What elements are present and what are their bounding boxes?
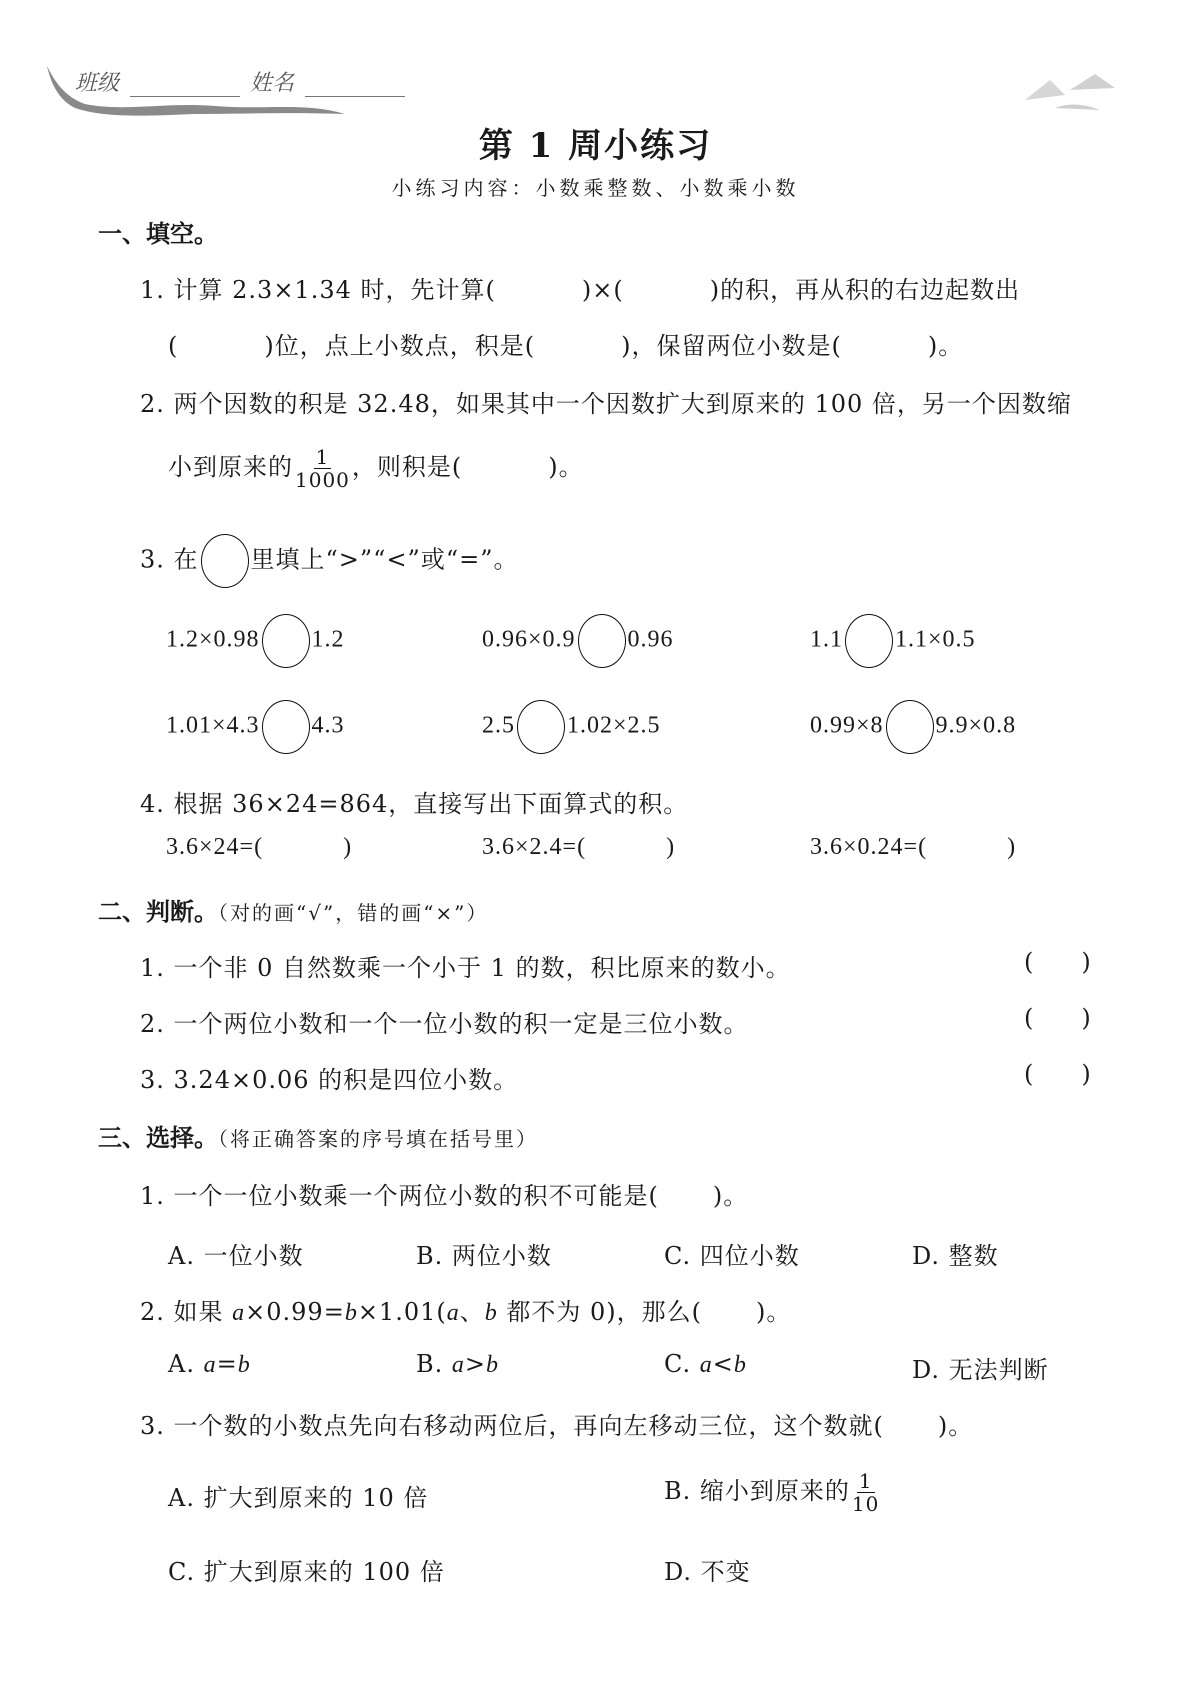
q4-item-2: 3.6×2.4=( ) [482, 834, 676, 860]
compare-item-3: 1.1 1.1×0.5 [810, 614, 976, 668]
judge-answer-2[interactable]: ( ) [1024, 1004, 1091, 1032]
compare-circle[interactable] [886, 700, 934, 754]
s1-q4-prompt: 4. 根据 36×24=864，直接写出下面算式的积。 [140, 790, 689, 818]
s3-q1-option-a: A. 一位小数 [168, 1242, 304, 1270]
judge-item-2: 2. 一个两位小数和一个一位小数的积一定是三位小数。 [140, 1010, 749, 1038]
judge-item-3: 3. 3.24×0.06 的积是四位小数。 [140, 1066, 519, 1094]
s1-q1-line2: ( )位，点上小数点，积是( )，保留两位小数是( )。 [168, 332, 964, 360]
fraction-1-1000: $\frac{1}{1000}$ [295, 445, 350, 492]
compare-item-1: 1.2×0.98 1.2 [166, 614, 345, 668]
page-title: 第 1 周小练习 [478, 126, 713, 166]
s3-q1-option-b: B. 两位小数 [416, 1242, 552, 1270]
s1-q3-prompt: 3. 在 里填上“>”“<”或“=”。 [140, 534, 518, 588]
s1-q2-line2: 小到原来的 $\frac{1}{1000}$ ，则积是( )。 [168, 445, 584, 492]
compare-circle-icon [201, 534, 249, 588]
section3-note: （将正确答案的序号填在括号里） [218, 1127, 538, 1151]
judge-answer-1[interactable]: ( ) [1024, 948, 1091, 976]
s3-q2-prompt: 2. 如果 a×0.99=b×1.01(a、b 都不为 0)，那么( )。 [140, 1298, 792, 1326]
s3-q2-option-c: C. a<b [664, 1350, 747, 1378]
compare-item-4: 1.01×4.3 4.3 [166, 700, 345, 754]
section3-heading: 三、选择。 [98, 1124, 218, 1152]
s3-q2-option-b: B. a>b [416, 1350, 500, 1378]
fraction-1-10: $\frac{1}{10}$ [851, 1469, 880, 1516]
q4-item-3: 3.6×0.24=( ) [810, 834, 1017, 860]
s3-q3-option-b: B. 缩小到原来的 $\frac{1}{10}$ [664, 1469, 880, 1516]
compare-circle[interactable] [262, 614, 310, 668]
s1-q2-line1: 2. 两个因数的积是 32.48，如果其中一个因数扩大到原来的 100 倍，另一个因数缩 [140, 390, 1072, 418]
compare-circle[interactable] [578, 614, 626, 668]
class-label: 班级 [75, 71, 120, 96]
compare-circle[interactable] [845, 614, 893, 668]
name-blank-line[interactable] [305, 96, 405, 97]
s3-q3-option-d: D. 不变 [664, 1558, 751, 1586]
s1-q1-line1: 1. 计算 2.3×1.34 时，先计算( )×( )的积，再从积的右边起数出 [140, 276, 1021, 304]
class-blank-line[interactable] [130, 96, 240, 97]
name-label: 姓名 [250, 71, 295, 96]
compare-item-2: 0.96×0.9 0.96 [482, 614, 674, 668]
name-field[interactable] [250, 66, 405, 97]
compare-item-5: 2.5 1.02×2.5 [482, 700, 661, 754]
section2-note: （对的画“√”，错的画“×”） [218, 901, 489, 925]
judge-item-1: 1. 一个非 0 自然数乘一个小于 1 的数，积比原来的数小。 [140, 954, 791, 982]
s3-q3-prompt: 3. 一个数的小数点先向右移动两位后，再向左移动三位，这个数就( )。 [140, 1412, 974, 1440]
section1-heading: 一、填空。 [98, 220, 218, 248]
q4-item-1: 3.6×24=( ) [166, 834, 353, 860]
s3-q2-option-a: A. a=b [168, 1350, 251, 1378]
page-subtitle: 小练习内容：小数乘整数、小数乘小数 [391, 176, 800, 200]
compare-circle[interactable] [517, 700, 565, 754]
judge-answer-3[interactable]: ( ) [1024, 1060, 1091, 1088]
compare-item-6: 0.99×8 9.9×0.8 [810, 700, 1016, 754]
section3-header [98, 1118, 538, 1153]
s3-q3-option-c: C. 扩大到原来的 100 倍 [168, 1558, 445, 1586]
s3-q3-option-a: A. 扩大到原来的 10 倍 [168, 1484, 429, 1512]
compare-circle[interactable] [262, 700, 310, 754]
s3-q1-option-d: D. 整数 [912, 1242, 999, 1270]
s3-q1-option-c: C. 四位小数 [664, 1242, 800, 1270]
class-field[interactable] [75, 66, 240, 97]
s3-q1-prompt: 1. 一个一位小数乘一个两位小数的积不可能是( )。 [140, 1182, 749, 1210]
section2-heading: 二、判断。 [98, 898, 218, 926]
s3-q2-option-d: D. 无法判断 [912, 1356, 1049, 1384]
mountain-decoration [1020, 70, 1140, 120]
section2-header [98, 892, 488, 927]
